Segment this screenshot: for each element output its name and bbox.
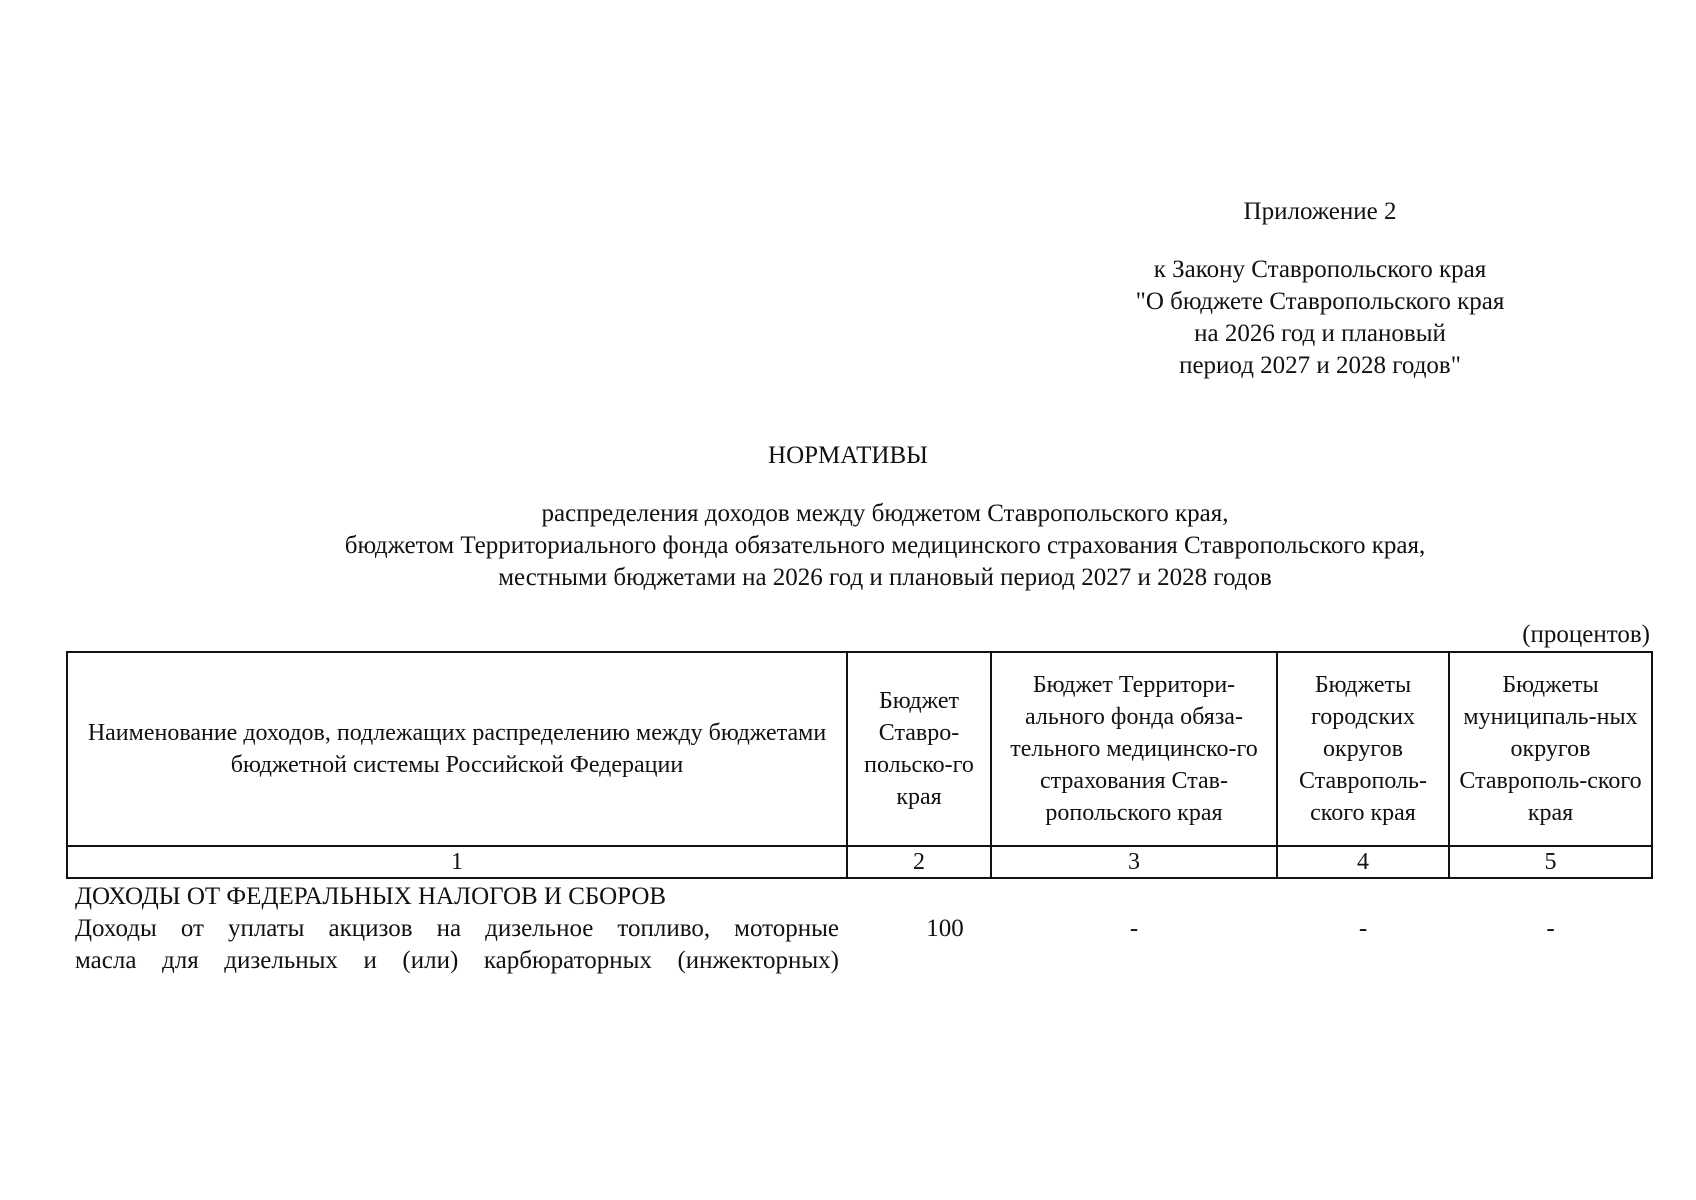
regional-budget-value: 100 xyxy=(926,915,964,942)
column-number: 1 xyxy=(67,846,847,878)
subtitle-line: бюджетом Территориального фонда обязательного медицинского страхования Ставропольского края, xyxy=(344,532,1426,559)
document-title: НОРМАТИВЫ xyxy=(768,442,928,469)
subtitle-line: местными бюджетами на 2026 год и плановый период 2027 и 2028 годов xyxy=(498,564,1272,591)
appendix-law-reference xyxy=(1120,254,1520,382)
appendix-block xyxy=(1120,196,1520,382)
header-regional-budget: Бюджет Ставро-польско-го края xyxy=(847,652,991,846)
section-title: ДОХОДЫ ОТ ФЕДЕРАЛЬНЫХ НАЛОГОВ И СБОРОВ xyxy=(75,883,667,910)
column-numbers-row xyxy=(67,846,1652,878)
subtitle-line: распределения доходов между бюджетом Ставропольского края, xyxy=(541,500,1229,527)
column-number: 5 xyxy=(1449,846,1652,878)
income-name-line: Доходы от уплаты акцизов на дизельное топливо, моторные xyxy=(75,915,839,942)
appendix-law-line: к Закону Ставропольского края xyxy=(1153,256,1487,283)
appendix-law-line: на 2026 год и плановый xyxy=(1194,320,1446,347)
header-city-districts-budgets: Бюджеты городских округов Ставрополь-ского края xyxy=(1277,652,1449,846)
column-number: 2 xyxy=(847,846,991,878)
table-header-row xyxy=(67,652,1652,846)
table-row xyxy=(67,913,1652,977)
income-name-line: масла для дизельных и (или) карбюраторных (инжекторных) xyxy=(75,947,839,974)
appendix-number: Приложение 2 xyxy=(1243,198,1397,225)
header-municipal-districts-budgets: Бюджеты муниципаль-ных округов Ставрополь-ского края xyxy=(1449,652,1652,846)
section-row xyxy=(67,878,1652,913)
appendix-law-line: "О бюджете Ставропольского края xyxy=(1135,288,1505,315)
city-districts-value: - xyxy=(1358,915,1368,942)
insurance-fund-value: - xyxy=(1129,915,1139,942)
unit-label: (процентов) xyxy=(1522,621,1650,648)
column-number: 3 xyxy=(991,846,1277,878)
header-income-name: Наименование доходов, подлежащих распределению между бюджетами бюджетной системы Российской Федерации xyxy=(67,652,847,846)
municipal-districts-value: - xyxy=(1546,915,1555,942)
header-insurance-fund-budget: Бюджет Территори-ального фонда обяза-тельного медицинско-го страхования Став-ропольского края xyxy=(991,652,1277,846)
column-number: 4 xyxy=(1277,846,1449,878)
income-name-cell xyxy=(67,913,847,977)
appendix-law-line: период 2027 и 2028 годов" xyxy=(1179,352,1461,379)
document-subtitle xyxy=(0,498,1696,594)
norms-table xyxy=(66,651,1653,977)
